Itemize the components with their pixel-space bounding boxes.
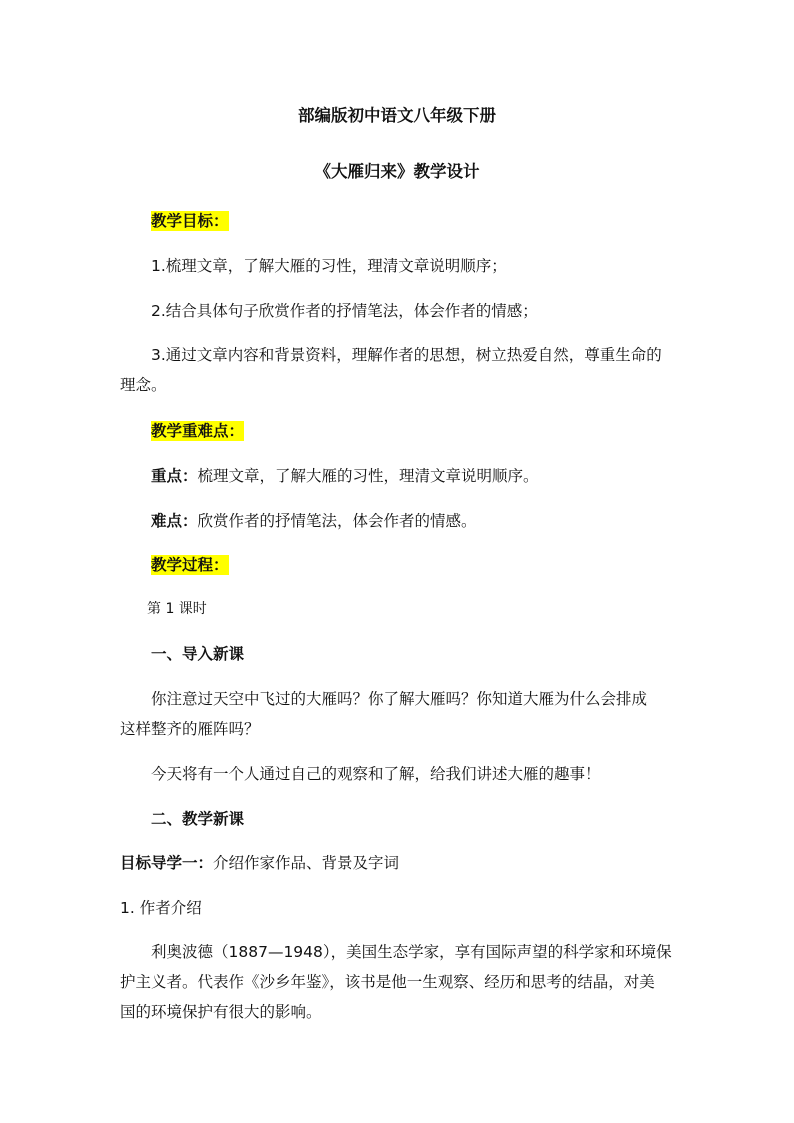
key-label: 重点：: [151, 467, 198, 485]
goal-3: 3.通过文章内容和背景资料，理解作者的思想，树立热爱自然，尊重生命的: [151, 346, 662, 364]
author-line-2: 护主义者。代表作《沙乡年鉴》，该书是他一生观察、经历和思考的结晶，对美: [120, 973, 655, 991]
intro-line-3: 今天将有一个人通过自己的观察和了解，给我们讲述大雁的趣事！: [151, 765, 601, 783]
author-line-1: 利奥波德（1887—1948），美国生态学家，享有国际声望的科学家和环境保: [151, 943, 672, 961]
section-2-heading: 二、教学新课: [151, 810, 245, 828]
intro-line-2: 这样整齐的雁阵吗？: [120, 720, 260, 738]
goals-heading-row: [120, 206, 711, 236]
target-1-label: 目标导学一：: [120, 854, 214, 872]
author-line-3: 国的环境保护有很大的影响。: [120, 1003, 322, 1021]
doc-subtitle: 《大雁归来》教学设计: [314, 162, 480, 181]
target-1-text: 介绍作家作品、背景及字词: [213, 854, 400, 872]
author-heading: 1. 作者介绍: [120, 899, 202, 917]
doc-title: 部编版初中语文八年级下册: [298, 106, 496, 125]
goal-2: 2.结合具体句子欣赏作者的抒情笔法，体会作者的情感；: [151, 302, 538, 320]
goals-heading: 教学目标：: [151, 212, 229, 230]
keypoints-heading-row: [120, 416, 711, 446]
difficult-label: 难点：: [151, 512, 198, 530]
difficult-point: [120, 506, 711, 536]
difficult-text: 欣赏作者的抒情笔法，体会作者的情感。: [197, 512, 477, 530]
key-point: [120, 461, 711, 491]
goal-1: 1.梳理文章，了解大雁的习性，理清文章说明顺序；: [151, 257, 507, 275]
keypoints-heading: 教学重难点：: [151, 422, 245, 440]
intro-line-1: 你注意过天空中飞过的大雁吗？你了解大雁吗？你知道大雁为什么会排成: [151, 690, 648, 708]
lesson-label: 第 1 课时: [147, 601, 207, 617]
section-1-heading: 一、导入新课: [151, 645, 245, 663]
key-text: 梳理文章，了解大雁的习性，理清文章说明顺序。: [197, 467, 539, 485]
goal-3-continued: 理念。: [120, 376, 167, 394]
process-heading-row: [120, 550, 711, 580]
target-1: [120, 848, 680, 878]
process-heading: 教学过程：: [151, 556, 229, 574]
